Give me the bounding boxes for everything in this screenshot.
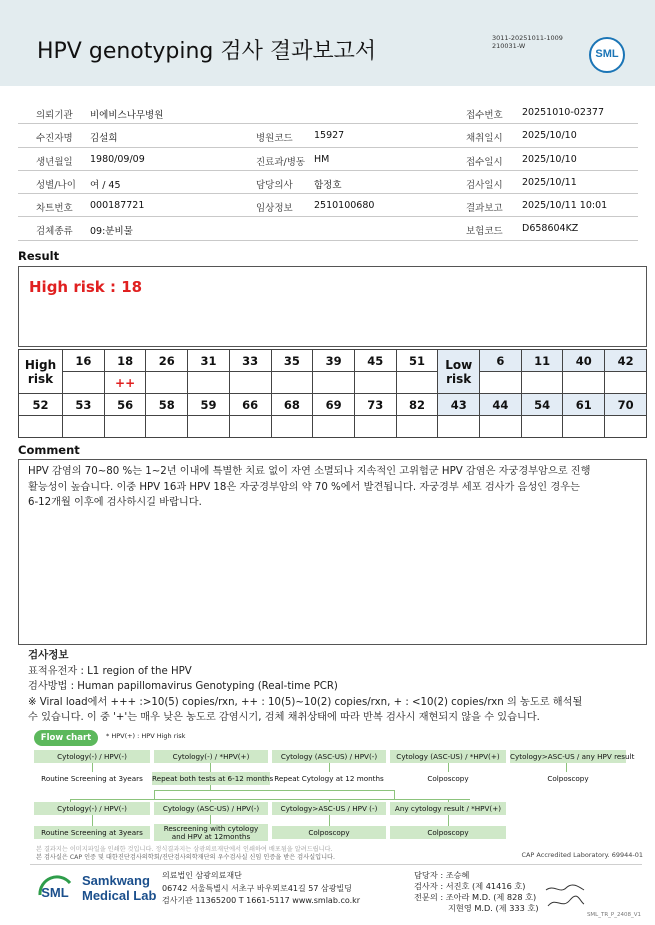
genotype-result-cell [396,416,438,438]
genotype-cell: 31 [188,350,230,372]
genotype-cell: 51 [396,350,438,372]
flow-connector [448,815,449,826]
info-row [18,171,638,194]
flow-box: Cytology (ASC-US) / HPV(-) [154,802,268,815]
label-receipt-date: 접수일시 [466,156,503,168]
genotype-result-cell [521,416,563,438]
label-clinical-info: 임상정보 [256,203,293,215]
value-insurance-code: D658604KZ [522,223,579,235]
footer-brand [82,873,156,903]
value-department: HM [314,153,330,165]
genotype-cell: 54 [521,394,563,416]
label-collection-date: 채취일시 [466,133,503,145]
genotype-result-row [19,372,647,394]
genotype-result-cell [146,416,188,438]
value-patient-name: 김설희 [90,133,118,145]
value-chart-no: 000187721 [90,200,145,212]
flow-step: Routine Screening at 3years [41,774,143,783]
exam-method: 검사방법 : Human papillomavirus Genotyping (Real-time PCR) [28,681,338,692]
flow-connector [154,790,394,791]
genotype-result-cell [354,372,396,394]
flow-box-line: and HPV at 12months [171,832,251,841]
value-test-date: 2025/10/11 [522,176,577,188]
flow-box: Cytology>ASC-US / any HPV result [510,752,635,761]
low-risk-label-line1: Low [445,357,473,372]
value-clinical-info: 2510100680 [314,200,375,212]
footer-staff [414,870,539,914]
genotype-result-cell [63,372,105,394]
flow-box: Repeat both tests at 6-12 months [152,774,274,783]
signature-icon [544,882,586,912]
genotype-result-cell [146,372,188,394]
genotype-cell: 73 [354,394,396,416]
genotype-cell: 52 [19,394,63,416]
flow-connector [566,763,567,772]
genotype-cell: 33 [229,350,271,372]
flow-connector [329,763,330,772]
flow-box: Cytology(-) / HPV(-) [34,750,150,763]
footer-org: 의료법인 삼광의료재단 [162,871,242,880]
genotype-cell: 26 [146,350,188,372]
exam-target-gene: 표적유전자 : L1 region of the HPV [28,665,192,677]
label-patient-name: 수진자명 [36,133,73,145]
label-sex-age: 성별/나이 [36,179,76,191]
footer-brand-line2: Medical Lab [82,888,157,903]
disclaimer-line2: 본 검사실은 CAP 인증 및 대한진단검사의학회/진단검사의학재단의 우수검사실 신임 인증을 받은 검사실입니다. [36,853,335,861]
flow-connector [394,790,395,799]
flow-connector [329,815,330,826]
high-risk-label [19,350,63,394]
comment-line: HPV 감염의 70~80 %는 1~2년 이내에 특별한 치료 없이 자연 소멸되나 지속적인 고위험군 HPV 감염은 자궁경부암으로 진행 [28,466,591,477]
label-department: 진료과/병동 [256,156,306,168]
genotype-cell: 16 [63,350,105,372]
genotype-cell: 40 [563,350,605,372]
low-risk-label [438,350,480,394]
genotype-cell: 61 [563,394,605,416]
patient-info-table [18,101,638,241]
flow-connector [448,763,449,772]
label-hospital-code: 병원코드 [256,133,293,145]
value-birthdate: 1980/09/09 [90,153,145,165]
document-id-line2: 210031-W [492,42,526,50]
genotype-result-cell [229,416,271,438]
value-collection-date: 2025/10/10 [522,130,577,142]
flow-box: Cytology(-) / *HPV(+) [154,750,268,763]
genotype-cell: 53 [63,394,105,416]
form-code: SML_TR_P_2408_V1 [586,912,641,918]
flow-connector [154,790,155,799]
genotype-cell: 56 [104,394,146,416]
value-sex-age: 여 / 45 [90,179,121,191]
exam-note-line2: 수 있습니다. 이 중 '+'는 매우 낮은 농도로 감염시기, 검체 채취상태에 따라 반복 검사시 재현되지 않을 수 있습니다. [28,712,540,723]
comment-section-title: Comment [18,443,80,457]
footer-street: 06742 서울특별시 서초구 바우뫼로41길 57 삼광빌딩 [162,883,352,893]
genotype-cell: 68 [271,394,313,416]
genotype-result-cell [354,416,396,438]
genotype-cell: 39 [313,350,355,372]
footer-divider [30,864,642,865]
label-institution: 의뢰기관 [36,110,73,121]
info-row [18,217,638,240]
genotype-result-cell [438,416,480,438]
svg-text:SML: SML [41,885,69,900]
label-chart-no: 차트번호 [36,203,73,215]
high-risk-summary: High risk : 18 [29,278,143,296]
label-doctor: 담당의사 [256,179,293,191]
genotype-cell: 43 [438,394,480,416]
genotype-result-cell [104,416,146,438]
value-doctor: 함정호 [314,179,342,191]
flow-chart-legend: * HPV(+) : HPV High risk [106,732,186,740]
staff-line: 담당자 : 조승혜 [414,870,470,880]
comment-box [18,459,647,645]
sml-logo-text: SML [595,48,619,60]
genotype-result-row [19,416,647,438]
genotype-cell: 69 [313,394,355,416]
footer-address [162,870,360,908]
comment-line: 활능성이 높습니다. 이중 HPV 16과 HPV 18은 자궁경부암의 약 70 %에서 발견됩니다. 자궁경부 세포 검사가 음성인 경우는 [28,481,580,493]
genotype-table [18,349,647,438]
report-title: HPV genotyping 검사 결과보고서 [37,39,377,64]
staff-line: 전문의 : 조아라 M.D. (제 828 호) [414,892,537,902]
flow-box: Cytology>ASC-US / HPV (-) [272,802,386,815]
flow-connector [210,785,211,791]
genotype-result-cell [271,416,313,438]
exam-info [28,648,648,726]
disclaimer [36,846,335,861]
value-report-date: 2025/10/11 10:01 [522,200,608,212]
flow-step: Repeat Cytology at 12 months [274,774,384,783]
genotype-cell: 82 [396,394,438,416]
info-row [18,124,638,147]
low-risk-label-line2: risk [446,371,472,386]
info-row [18,194,638,217]
genotype-cell: 59 [188,394,230,416]
genotype-result-cell [313,416,355,438]
flow-box-line: Rescreening with cytology [163,824,259,833]
genotype-result-cell [396,372,438,394]
footer-contact: 검사기관 11365200 T 1661-5117 www.smlab.co.kr [162,896,361,905]
flow-chart-title: Flow chart [34,730,98,746]
flow-connector [92,763,93,772]
flow-chart [30,728,640,844]
info-row [18,148,638,171]
result-section-title: Result [18,249,60,263]
genotype-cell: 44 [480,394,522,416]
genotype-header-row [19,350,647,372]
genotype-result-cell [480,416,522,438]
label-report-date: 결과보고 [466,203,503,215]
flow-step: Colposcopy [427,774,469,783]
comment-line: 6-12개월 이후에 검사하시길 바랍니다. [28,497,202,508]
info-row [18,101,638,124]
genotype-result-cell [188,416,230,438]
flow-connector [70,799,470,800]
label-receipt-no: 접수번호 [466,110,503,121]
sml-logo [589,37,625,73]
exam-note-line1: ※ Viral load에서 +++ :>10(5) copies/rxn, ++ : 10(5)~10(2) copies/rxn, + : <10(2) copies/rxn 의 농도로 해석될 [28,696,583,708]
flow-box: Cytology (ASC-US) / *HPV(+) [390,750,506,763]
flow-connector [210,815,211,824]
document-id [492,34,563,50]
label-insurance-code: 보험코드 [466,226,503,238]
flow-box: Colposcopy [272,826,386,839]
flow-box-rescreening [154,824,268,841]
genotype-result-cell [188,372,230,394]
flow-step: Colposcopy [547,774,589,783]
genotype-result-cell [63,416,105,438]
genotype-result-cell-18: ++ [104,372,146,394]
staff-line: 지현영 M.D. (제 333 호) [448,903,539,913]
genotype-result-cell [605,416,647,438]
report-header [0,0,655,86]
genotype-cell: 58 [146,394,188,416]
flow-connector [210,763,211,772]
disclaimer-line1: 본 결과지는 이미지파일을 인쇄한 것입니다. 정식결과지는 삼광의료재단에서 인쇄하여 배포됨을 알려드립니다. [36,846,333,853]
label-specimen: 검체종류 [36,226,73,238]
genotype-result-cell [605,372,647,394]
flow-box: Cytology (ASC-US) / HPV(-) [272,750,386,763]
flow-box: Routine Screening at 3years [34,826,150,839]
flow-box: Any cytology result / *HPV(+) [390,802,506,815]
value-specimen: 09:분비물 [90,226,133,238]
genotype-result-cell [563,416,605,438]
genotype-result-cell [229,372,271,394]
value-institution: 비에비스나무병원 [90,110,164,121]
genotype-result-cell [480,372,522,394]
genotype-result-cell [563,372,605,394]
document-id-line1: 3011-20251011-1009 [492,34,563,42]
samkwang-logo-icon [34,869,76,911]
value-hospital-code: 15927 [314,130,345,142]
genotype-result-cell [521,372,563,394]
genotype-cell: 42 [605,350,647,372]
result-box [18,266,647,347]
genotype-result-cell [313,372,355,394]
staff-line: 검사자 : 서진호 (제 41416 호) [414,881,526,891]
genotype-header-row [19,394,647,416]
genotype-result-cell [271,372,313,394]
value-receipt-date: 2025/10/10 [522,153,577,165]
genotype-cell: 11 [521,350,563,372]
genotype-cell: 18 [104,350,146,372]
genotype-cell: 35 [271,350,313,372]
genotype-cell: 66 [229,394,271,416]
high-risk-label-line1: High [24,357,57,372]
genotype-result-cell [19,416,63,438]
label-test-date: 검사일시 [466,179,503,191]
label-birthdate: 생년월일 [36,156,73,168]
genotype-cell: 70 [605,394,647,416]
value-receipt-no: 20251010-02377 [522,107,605,118]
footer-brand-line1: Samkwang [82,873,150,888]
genotype-cell: 45 [354,350,396,372]
exam-info-title: 검사정보 [28,649,69,661]
flow-connector [92,815,93,826]
genotype-cell: 6 [480,350,522,372]
high-risk-label-line2: risk [27,371,54,386]
cap-accreditation: CAP Accredited Laboratory. 69944-01 [521,851,643,859]
flow-box: Colposcopy [390,826,506,839]
flow-box: Cytology(-) / HPV(-) [34,802,150,815]
